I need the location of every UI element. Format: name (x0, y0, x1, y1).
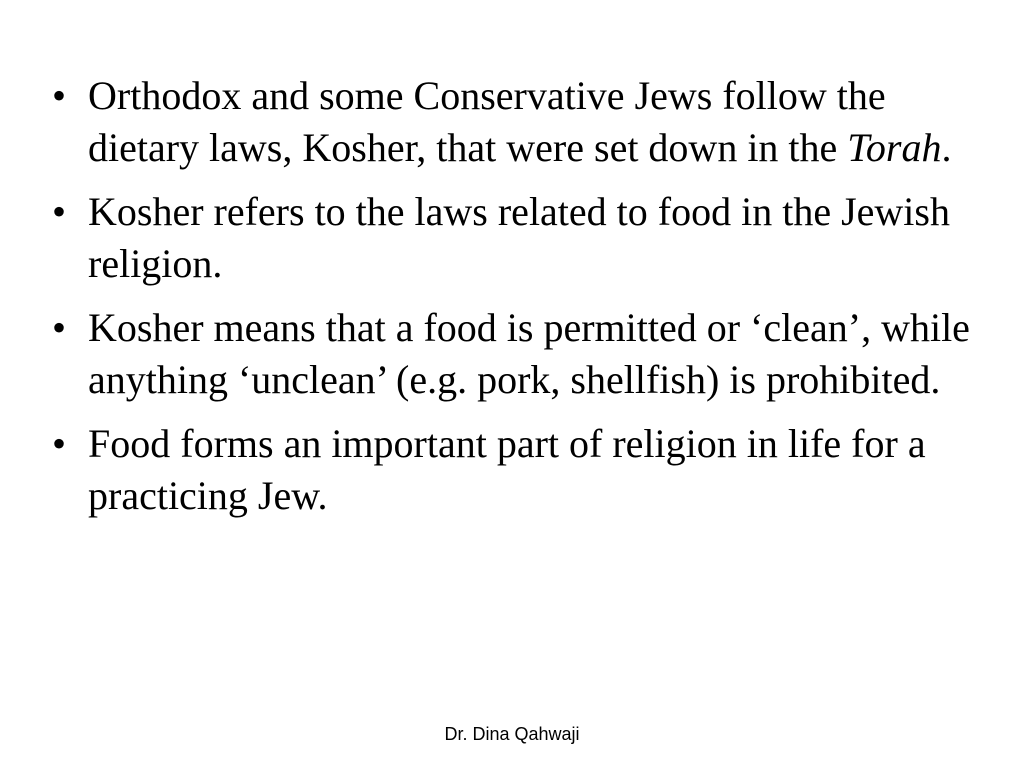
bullet-text: Orthodox and some Conservative Jews follow the dietary laws, Kosher, that were set down in the (88, 73, 886, 170)
bullet-text-end: . (941, 125, 952, 170)
bullet-text: Kosher refers to the laws related to food in the Jewish religion. (88, 189, 950, 286)
bullet-item-clean-unclean (52, 302, 982, 406)
bullet-icon: • (52, 305, 67, 350)
bullet-item-food-religion (52, 418, 982, 522)
bullet-list (52, 70, 982, 534)
bullet-item-orthodox-kosher (52, 70, 982, 174)
bullet-icon: • (52, 421, 67, 466)
bullet-text-italic-torah: Torah (847, 125, 942, 170)
bullet-icon: • (52, 73, 67, 118)
bullet-item-kosher-definition (52, 186, 982, 290)
bullet-text: Kosher means that a food is permitted or ‘clean’, while anything ‘unclean’ (e.g. pork, shellfish) is prohibited. (88, 305, 970, 402)
slide-footer (0, 722, 1024, 746)
bullet-icon: • (52, 189, 67, 234)
bullet-text: Food forms an important part of religion in life for a practicing Jew. (88, 421, 926, 518)
footer-author: Dr. Dina Qahwaji (444, 724, 580, 744)
